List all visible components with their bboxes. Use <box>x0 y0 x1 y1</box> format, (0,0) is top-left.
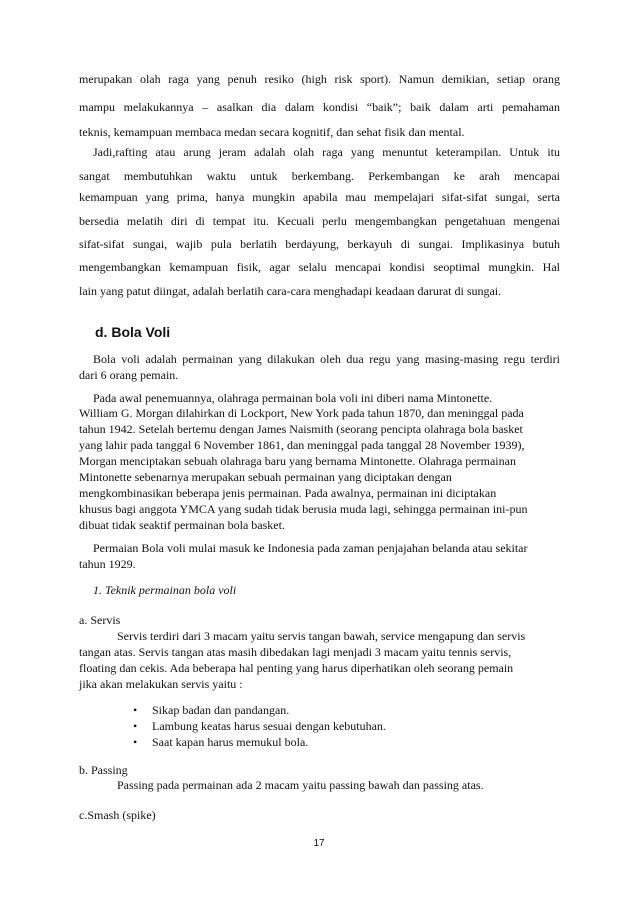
text-line: Mintonette sebenarnya merupakan sebuah permainan yang diciptakan dengan <box>79 470 452 484</box>
text-line: merupakan olah raga yang penuh resiko (high risk sport). Namun demikian, setiap orang <box>79 72 560 86</box>
text-line: Permaian Bola voli mulai masuk ke Indonesia pada zaman penjajahan belanda atau sekitar <box>93 541 528 555</box>
servis-label: a. Servis <box>79 613 121 627</box>
text-line: khusus bagi anggota YMCA yang sudah tidak berusia muda lagi, sehingga permainan ini-pun <box>79 502 528 516</box>
text-line: Pada awal penemuannya, olahraga permainan bola voli ini diberi nama Mintonette. <box>93 391 493 405</box>
bullet-icon: • <box>133 735 138 749</box>
text-line: mampu melakukannya – asalkan dia dalam kondisi “baik”; baik dalam arti pemahaman <box>79 100 560 114</box>
text-line: lain yang patut diingat, adalah berlatih cara-cara menghadapi keadaan darurat di sungai. <box>79 284 502 298</box>
bullet-icon: • <box>133 719 138 733</box>
text-line: Jadi,rafting atau arung jeram adalah olah raga yang menuntut keterampilan. Untuk itu <box>93 145 560 159</box>
text-line: tahun 1929. <box>79 557 136 571</box>
text-line: Servis terdiri dari 3 macam yaitu servis tangan bawah, service mengapung dan servis <box>117 629 526 643</box>
page-number: 17 <box>313 838 325 849</box>
text-line: tahun 1942. Setelah bertemu dengan James Naismith (seorang pencipta olahraga bola basket <box>79 422 523 436</box>
list-item: Saat kapan harus memukul bola. <box>152 735 309 749</box>
list-item: Lambung keatas harus sesuai dengan kebutuhan. <box>152 719 386 733</box>
text-line: dari 6 orang pemain. <box>79 368 179 382</box>
text-line: sangat membutuhkan waktu untuk berkembang. Perkembangan ke arah mencapai <box>79 169 560 183</box>
text-line: bersedia melatih diri di tempat itu. Kecuali perlu mengembangkan pengetahuan mengenai <box>79 214 560 228</box>
text-line: jika akan melakukan servis yaitu : <box>79 677 243 691</box>
text-line: William G. Morgan dilahirkan di Lockport, New York pada tahun 1870, dan meninggal pada <box>79 406 524 420</box>
text-line: tangan atas. Servis tangan atas masih dibedakan lagi menjadi 3 macam yaitu tennis servis, <box>79 645 512 659</box>
list-item: Sikap badan dan pandangan. <box>152 703 290 717</box>
bullet-icon: • <box>133 703 138 717</box>
text-line: sifat-sifat sungai, wajib pula berlatih berdayung, berkayuh di sungai. Implikasinya butuh <box>79 237 560 251</box>
text-line: dibuat tidak seaktif permainan bola basket. <box>79 518 285 532</box>
smash-label: c.Smash (spike) <box>79 808 156 822</box>
subsection-heading: 1. Teknik permainan bola voli <box>93 583 237 597</box>
passing-label: b. Passing <box>79 763 128 777</box>
text-line: Passing pada permainan ada 2 macam yaitu passing bawah dan passing atas. <box>117 778 484 792</box>
text-line: Morgan menciptakan sebuah olahraga baru yang bernama Mintonette. Olahraga permainan <box>79 454 516 468</box>
text-line: floating dan cekis. Ada beberapa hal penting yang harus diperhatikan oleh seorang pemain <box>79 661 514 675</box>
text-line: yang lahir pada tanggal 6 November 1861, dan meninggal pada tanggal 28 November 1939), <box>79 438 525 452</box>
text-line: mengembangkan kemampuan fisik, agar selalu mencapai kondisi seoptimal mungkin. Hal <box>79 260 560 274</box>
section-heading: d. Bola Voli <box>95 324 171 340</box>
text-line: kemampuan yang prima, hanya mungkin apabila mau mempelajari sifat-sifat sungai, serta <box>79 190 560 204</box>
text-line: Bola voli adalah permainan yang dilakukan oleh dua regu yang masing-masing regu terdiri <box>93 352 560 366</box>
text-line: teknis, kemampuan membaca medan secara kognitif, dan sehat fisik dan mental. <box>79 125 465 139</box>
text-line: mengkombinasikan beberapa jenis permainan. Pada awalnya, permainan ini diciptakan <box>79 486 497 500</box>
